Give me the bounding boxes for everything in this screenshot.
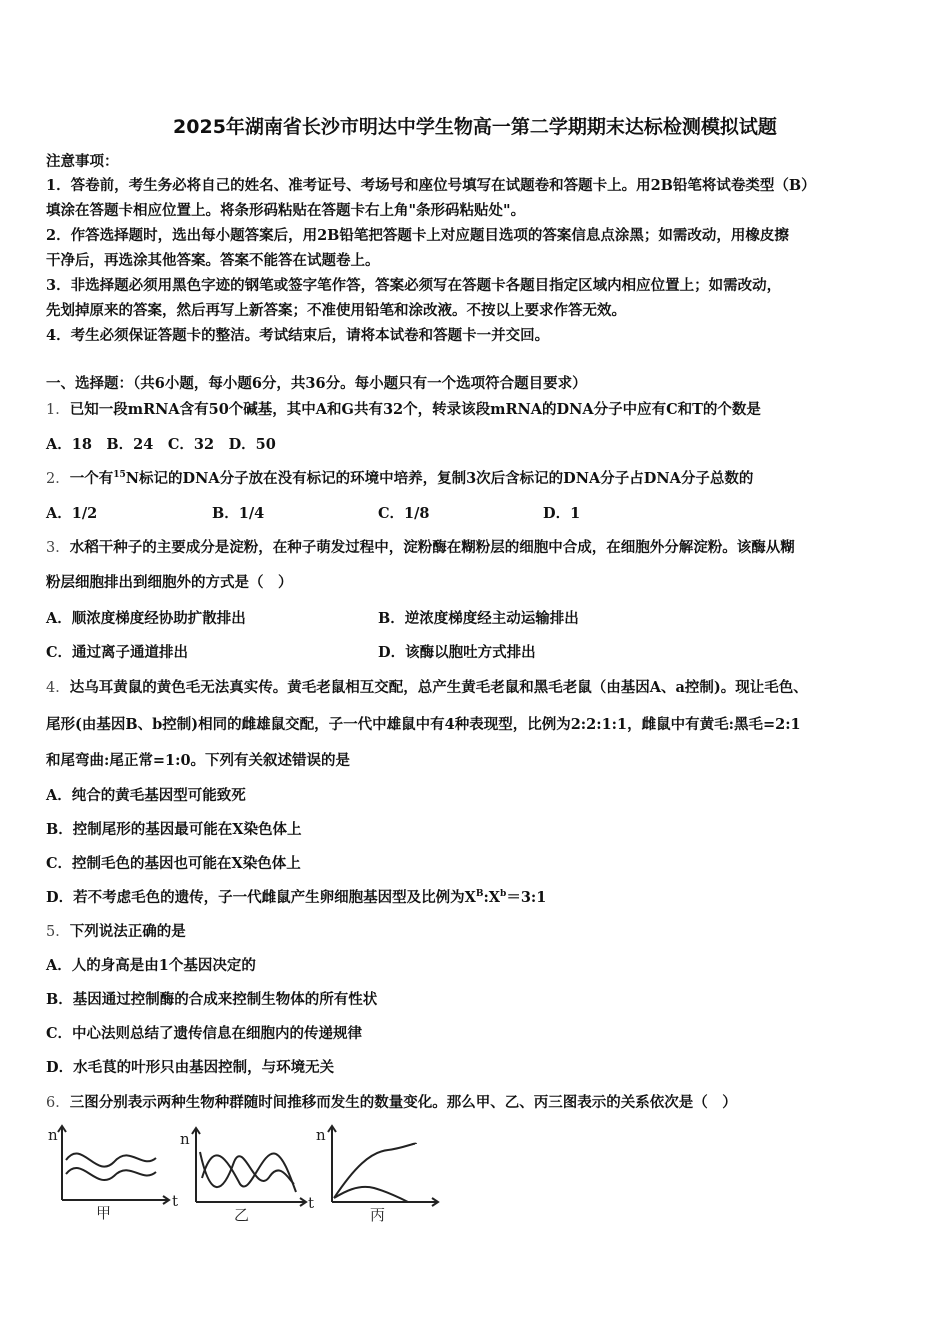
graph-label: 乙 bbox=[234, 1206, 250, 1224]
question-2 bbox=[46, 469, 910, 489]
notice-line: 1．答卷前，考生务必将自己的姓名、准考证号、考场号和座位号填写在试题卷和答题卡上。用2B铅笔将试卷类型（B） bbox=[46, 177, 816, 194]
notice-line: 3．非选择题必须用黑色字迹的钢笔或签字笔作答，答案必须写在答题卡各题目指定区域内相应位置上；如需改动， bbox=[46, 277, 782, 294]
option-d: D．该酶以胞吐方式排出 bbox=[378, 644, 536, 661]
notice-line: 4．考生必须保证答题卡的整洁。考试结束后，请将本试卷和答题卡一并交回。 bbox=[46, 327, 550, 344]
notice-line: 先划掉原来的答案，然后再写上新答案；不准使用铅笔和涂改液。不按以上要求作答无效。 bbox=[46, 302, 626, 319]
page-title: 2025年湖南省长沙市明达中学生物高一第二学期期末达标检测模拟试题 bbox=[173, 116, 777, 138]
question-number: 4． bbox=[46, 680, 70, 696]
question-number: 6． bbox=[46, 1095, 70, 1111]
option-d bbox=[46, 888, 910, 908]
axis-label-t: t bbox=[308, 1194, 315, 1212]
curve bbox=[334, 1144, 416, 1198]
option-text: ＝3:1 bbox=[506, 889, 547, 906]
superscript: B bbox=[475, 889, 484, 900]
option-c: C．通过离子通道排出 bbox=[46, 644, 189, 661]
option-a: A．纯合的黄毛基因型可能致死 bbox=[46, 787, 246, 804]
question-1 bbox=[46, 400, 910, 420]
question-text: 一个有 bbox=[69, 470, 114, 487]
question-number: 2． bbox=[46, 471, 70, 487]
axis-label-n: n bbox=[316, 1126, 326, 1144]
axis-label-n: n bbox=[180, 1130, 190, 1148]
question-3 bbox=[46, 538, 910, 558]
notice-line: 干净后，再选涂其他答案。答案不能答在试题卷上。 bbox=[46, 252, 380, 269]
graph-label: 甲 bbox=[96, 1204, 112, 1222]
question-text: 三图分别表示两种生物种群随时间推移而发生的数量变化。那么甲、乙、丙三图表示的关系依次是（ ） bbox=[69, 1094, 737, 1111]
notice-heading: 注意事项： bbox=[46, 153, 119, 170]
graph-label: 丙 bbox=[370, 1206, 386, 1224]
option-b: B．控制尾形的基因最可能在X染色体上 bbox=[46, 821, 302, 838]
graph-jia bbox=[48, 1126, 178, 1222]
question-text: 下列说法正确的是 bbox=[69, 923, 186, 940]
axis-label-n: n bbox=[48, 1126, 58, 1144]
question-text: 已知一段mRNA含有50个碱基，其中A和G共有32个，转录该段mRNA的DNA分子中应有C和T的个数是 bbox=[69, 401, 761, 418]
question-3-line2: 粉层细胞排出到细胞外的方式是（ ） bbox=[46, 574, 293, 591]
curve bbox=[66, 1153, 156, 1166]
question-number: 5． bbox=[46, 924, 70, 940]
graph-bing bbox=[316, 1126, 438, 1224]
option-d: D．1 bbox=[543, 505, 581, 522]
question-4 bbox=[46, 678, 910, 698]
option-c: C．1/8 bbox=[378, 505, 430, 522]
option-b: B．逆浓度梯度经主动运输排出 bbox=[378, 610, 579, 627]
option-text: :X bbox=[483, 889, 501, 906]
superscript: 15 bbox=[113, 470, 126, 481]
option-b: B．基因通过控制酶的合成来控制生物体的所有性状 bbox=[46, 991, 378, 1008]
option-b: B．1/4 bbox=[212, 505, 265, 522]
population-graphs-figure bbox=[44, 1118, 444, 1228]
curve bbox=[334, 1187, 408, 1202]
option-text: D．若不考虑毛色的遗传，子一代雌鼠产生卵细胞基因型及比例为X bbox=[46, 889, 476, 906]
question-text: N标记的DNA分子放在没有标记的环境中培养，复制3次后含标记的DNA分子占DNA分子总数的 bbox=[125, 470, 754, 487]
question-4-line2: 尾形(由基因B、b控制)相同的雌雄鼠交配，子一代中雄鼠中有4种表现型，比例为2:2:1:1，雌鼠中有黄毛:黑毛=2:1 bbox=[46, 716, 801, 733]
curve bbox=[66, 1168, 156, 1180]
question-number: 1． bbox=[46, 402, 70, 418]
option-d: D．水毛茛的叶形只由基因控制，与环境无关 bbox=[46, 1059, 335, 1076]
question-text: 达乌耳黄鼠的黄色毛无法真实传。黄毛老鼠相互交配，总产生黄毛老鼠和黑毛老鼠（由基因A、a控制)。现让毛色、 bbox=[69, 679, 808, 696]
option-a: A．人的身高是由1个基因决定的 bbox=[46, 957, 256, 974]
graph-yi bbox=[180, 1128, 314, 1224]
question-number: 3． bbox=[46, 540, 70, 556]
axis-label-t: t bbox=[172, 1192, 179, 1210]
question-text: 水稻干种子的主要成分是淀粉，在种子萌发过程中，淀粉酶在糊粉层的细胞中合成，在细胞外分解淀粉。该酶从糊 bbox=[69, 539, 795, 556]
option-c: C．中心法则总结了遗传信息在细胞内的传递规律 bbox=[46, 1025, 363, 1042]
question-6 bbox=[46, 1093, 910, 1113]
section-heading: 一、选择题：（共6小题，每小题6分，共36分。每小题只有一个选项符合题目要求） bbox=[46, 375, 587, 392]
superscript: b bbox=[500, 889, 507, 900]
notice-line: 2．作答选择题时，选出每小题答案后，用2B铅笔把答题卡上对应题目选项的答案信息点涂黑；如需改动，用橡皮擦 bbox=[46, 227, 789, 244]
notice-line: 填涂在答题卡相应位置上。将条形码粘贴在答题卡右上角"条形码粘贴处"。 bbox=[46, 202, 526, 219]
question-1-options: A．18 B．24 C．32 D．50 bbox=[46, 436, 276, 453]
option-a: A．1/2 bbox=[46, 505, 98, 522]
question-5 bbox=[46, 922, 910, 942]
option-c: C．控制毛色的基因也可能在X染色体上 bbox=[46, 855, 301, 872]
question-4-line3: 和尾弯曲:尾正常=1:0。下列有关叙述错误的是 bbox=[46, 752, 351, 769]
option-a: A．顺浓度梯度经协助扩散排出 bbox=[46, 610, 246, 627]
